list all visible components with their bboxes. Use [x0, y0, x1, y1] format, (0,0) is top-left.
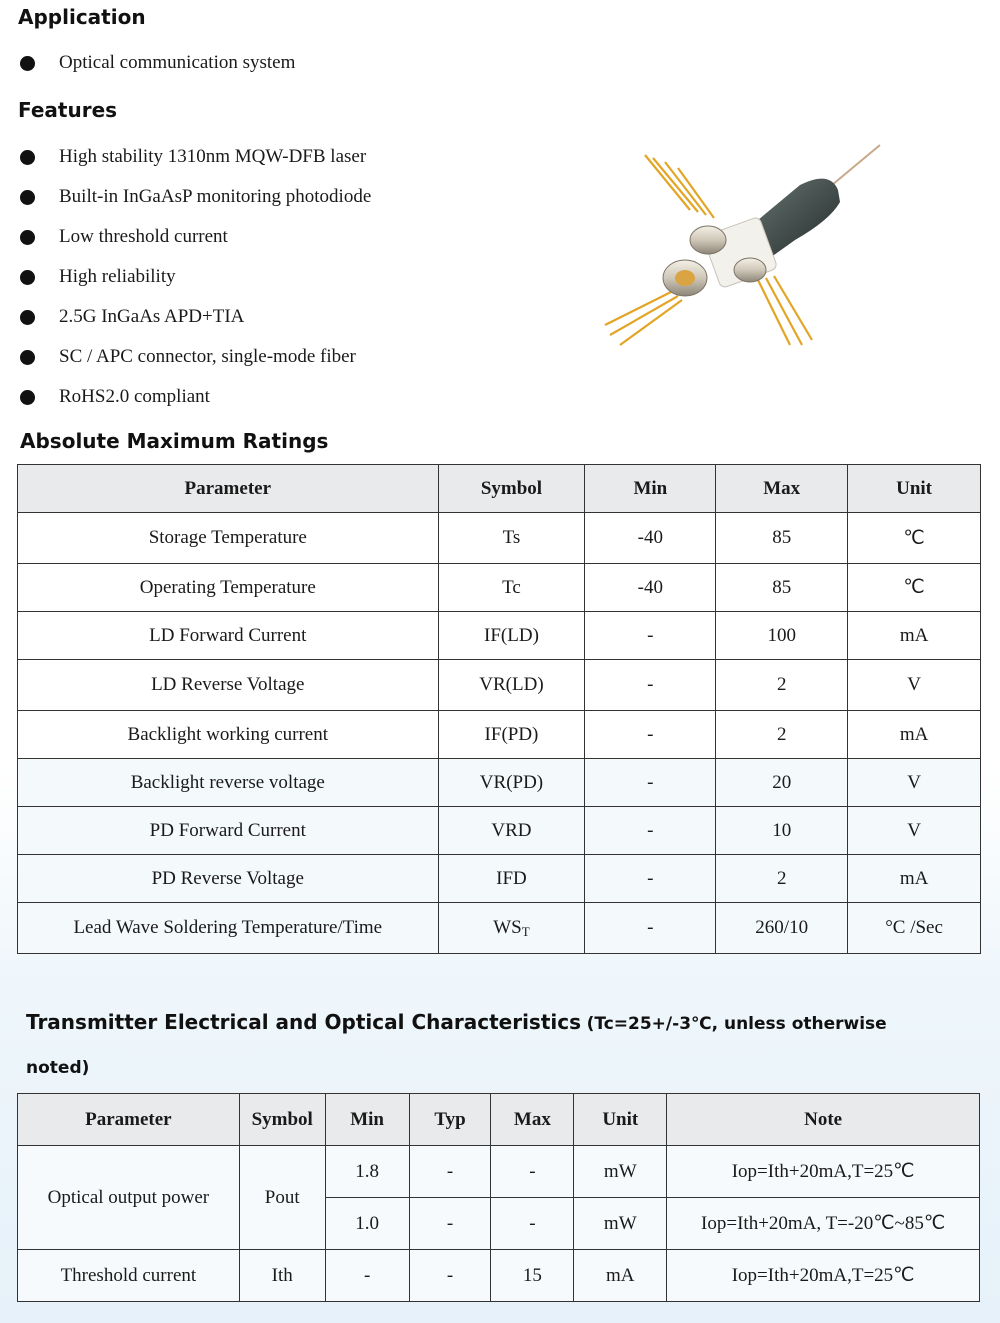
cell-unit: mA	[574, 1250, 667, 1302]
cell-symbol: $WS_T$	[438, 903, 585, 954]
cell-unit: ℃	[848, 513, 981, 564]
cell-symbol: VRD	[438, 807, 585, 855]
cell-min: -	[325, 1250, 409, 1302]
header-note: Note	[667, 1094, 980, 1146]
cell-unit: V	[848, 660, 981, 711]
table-header-row	[18, 1094, 980, 1146]
cell-parameter: Threshold current	[18, 1250, 240, 1302]
table-row	[18, 564, 981, 612]
cell-max: 100	[716, 612, 848, 660]
header-unit: Unit	[848, 465, 981, 513]
features-heading: Features	[18, 98, 118, 122]
cell-max: 20	[716, 759, 848, 807]
cell-min: -	[585, 903, 716, 954]
cell-max: 10	[716, 807, 848, 855]
absolute-maximum-ratings-table	[17, 464, 981, 954]
table-row	[18, 513, 981, 564]
list-item: SC / APC connector, single-mode fiber	[20, 337, 371, 377]
cell-symbol: IFD	[438, 855, 585, 903]
header-max: Max	[491, 1094, 574, 1146]
bullet-icon	[20, 56, 35, 71]
cell-max: 85	[716, 564, 848, 612]
bullet-icon	[20, 150, 35, 165]
list-item: High stability 1310nm MQW-DFB laser	[20, 137, 371, 177]
cell-typ: -	[409, 1250, 491, 1302]
cell-max: 2	[716, 711, 848, 759]
table-row	[18, 1146, 980, 1198]
application-heading: Application	[18, 5, 146, 29]
header-parameter: Parameter	[18, 465, 439, 513]
cell-symbol: IF(LD)	[438, 612, 585, 660]
cell-unit: °C /Sec	[848, 903, 981, 954]
cell-symbol: Ts	[438, 513, 585, 564]
cell-symbol: IF(PD)	[438, 711, 585, 759]
cell-symbol: VR(PD)	[438, 759, 585, 807]
cell-unit: mA	[848, 612, 981, 660]
list-item: RoHS2.0 compliant	[20, 377, 371, 417]
application-list	[20, 43, 295, 83]
cell-parameter: Operating Temperature	[18, 564, 439, 612]
cell-min: -	[585, 660, 716, 711]
list-item: High reliability	[20, 257, 371, 297]
cell-min: -	[585, 807, 716, 855]
header-max: Max	[716, 465, 848, 513]
cell-unit: mA	[848, 855, 981, 903]
cell-max: 85	[716, 513, 848, 564]
cell-parameter: LD Reverse Voltage	[18, 660, 439, 711]
cell-parameter: Backlight reverse voltage	[18, 759, 439, 807]
header-typ: Typ	[409, 1094, 491, 1146]
cell-typ: -	[409, 1198, 491, 1250]
table-row	[18, 1250, 980, 1302]
list-item: Built-in InGaAsP monitoring photodiode	[20, 177, 371, 217]
cell-min: -	[585, 711, 716, 759]
transmitter-characteristics-table	[17, 1093, 980, 1302]
cell-min: 1.8	[325, 1146, 409, 1198]
table-row	[18, 711, 981, 759]
header-unit: Unit	[574, 1094, 667, 1146]
list-item: Low threshold current	[20, 217, 371, 257]
table-row	[18, 903, 981, 954]
cell-note: Iop=Ith+20mA,T=25℃	[667, 1146, 980, 1198]
cell-symbol: Pout	[239, 1146, 325, 1250]
cell-note: Iop=Ith+20mA, T=-20℃~85℃	[667, 1198, 980, 1250]
table-row	[18, 660, 981, 711]
cell-max: 15	[491, 1250, 574, 1302]
features-list	[20, 137, 371, 417]
header-symbol: Symbol	[239, 1094, 325, 1146]
bullet-icon	[20, 390, 35, 405]
cell-typ: -	[409, 1146, 491, 1198]
bullet-icon	[20, 190, 35, 205]
cell-min: -40	[585, 564, 716, 612]
cell-symbol: Ith	[239, 1250, 325, 1302]
list-item: Optical communication system	[20, 43, 295, 83]
cell-symbol: VR(LD)	[438, 660, 585, 711]
cell-max: 260/10	[716, 903, 848, 954]
cell-symbol: Tc	[438, 564, 585, 612]
header-min: Min	[585, 465, 716, 513]
table-row	[18, 855, 981, 903]
cell-unit: V	[848, 759, 981, 807]
list-item: 2.5G InGaAs APD+TIA	[20, 297, 371, 337]
cell-min: -40	[585, 513, 716, 564]
header-parameter: Parameter	[18, 1094, 240, 1146]
bullet-icon	[20, 310, 35, 325]
table-row	[18, 612, 981, 660]
table-row	[18, 807, 981, 855]
cell-max: 2	[716, 660, 848, 711]
cell-parameter: Lead Wave Soldering Temperature/Time	[18, 903, 439, 954]
cell-min: -	[585, 855, 716, 903]
bullet-icon	[20, 270, 35, 285]
cell-parameter: PD Forward Current	[18, 807, 439, 855]
cell-max: -	[491, 1146, 574, 1198]
cell-max: 2	[716, 855, 848, 903]
abs-max-heading: Absolute Maximum Ratings	[20, 429, 329, 453]
table-row	[18, 759, 981, 807]
bullet-icon	[20, 230, 35, 245]
cell-parameter: Optical output power	[18, 1146, 240, 1250]
table-header-row	[18, 465, 981, 513]
cell-unit: mW	[574, 1198, 667, 1250]
cell-min: -	[585, 759, 716, 807]
cell-unit: ℃	[848, 564, 981, 612]
cell-parameter: Storage Temperature	[18, 513, 439, 564]
cell-parameter: LD Forward Current	[18, 612, 439, 660]
cell-unit: V	[848, 807, 981, 855]
header-min: Min	[325, 1094, 409, 1146]
bullet-icon	[20, 350, 35, 365]
header-symbol: Symbol	[438, 465, 585, 513]
cell-parameter: PD Reverse Voltage	[18, 855, 439, 903]
cell-note: Iop=Ith+20mA,T=25℃	[667, 1250, 980, 1302]
cell-unit: mA	[848, 711, 981, 759]
transmitter-heading-cont: noted)	[26, 1058, 90, 1078]
cell-parameter: Backlight working current	[18, 711, 439, 759]
transmitter-heading: Transmitter Electrical and Optical Characteristics (Tc=25+/-3℃, unless otherwise	[26, 1010, 887, 1034]
cell-min: 1.0	[325, 1198, 409, 1250]
laser-module-photo	[590, 140, 890, 355]
cell-max: -	[491, 1198, 574, 1250]
cell-unit: mW	[574, 1146, 667, 1198]
cell-min: -	[585, 612, 716, 660]
